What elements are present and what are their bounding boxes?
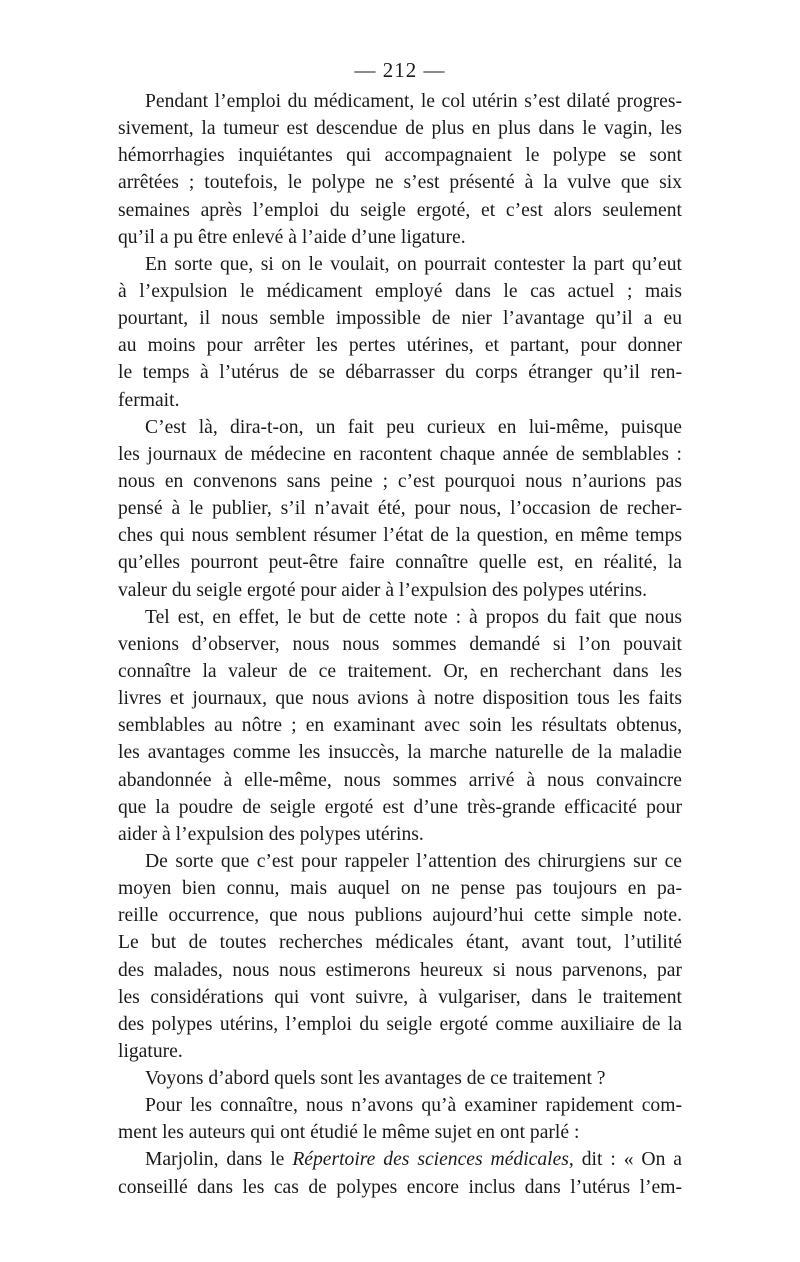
text-line: aider à l’expulsion des polypes utérins. — [118, 823, 424, 845]
text-line: nous en convenons sans peine ; c’est pourquoi nous n’aurions pas — [118, 470, 682, 492]
text-line: Voyons d’abord quels sont les avantages de ce traitement ? — [145, 1068, 606, 1090]
text-line: des malades, nous nous estimerons heureux si nous parvenons, par — [118, 959, 682, 981]
text-line: les considérations qui vont suivre, à vulgariser, dans le traitement — [118, 986, 682, 1008]
text-line: les journaux de médecine en racontent chaque année de semblables : — [118, 443, 682, 465]
text-line: fermait. — [118, 389, 180, 411]
text-line: ligature. — [118, 1040, 183, 1062]
text-line: C’est là, dira-t-on, un fait peu curieux en lui-même, puisque — [145, 416, 682, 438]
text-line: En sorte que, si on le voulait, on pourrait contester la part qu’eut — [145, 253, 682, 275]
text-line: ches qui nous semblent résumer l’état de la question, en même temps — [118, 525, 682, 547]
text-line: semaines après l’emploi du seigle ergoté, et c’est alors seulement — [118, 199, 682, 221]
text-line: Pour les connaître, nous n’avons qu’à examiner rapidement com- — [145, 1095, 682, 1117]
text-line: abandonnée à elle-même, nous sommes arrivé à nous convaincre — [118, 769, 682, 791]
text-line: pourtant, il nous semble impossible de nier l’avantage qu’il a eu — [118, 308, 682, 330]
text-line: livres et journaux, que nous avions à notre disposition tous les faits — [118, 688, 682, 710]
text-line: que la poudre de seigle ergoté est d’une très-grande efficacité pour — [118, 796, 682, 818]
text-line: pensé à le publier, s’il n’avait été, pour nous, l’occasion de recher- — [118, 498, 682, 520]
text-line: arrêtées ; toutefois, le polype ne s’est présenté à la vulve que six — [118, 172, 682, 194]
text-line-final: conseillé dans les cas de polypes encore inclus dans l’utérus l’em- — [118, 1176, 682, 1198]
body-text — [118, 88, 682, 1201]
text-line: ment les auteurs qui ont étudié le même sujet en ont parlé : — [118, 1122, 580, 1144]
text-line: sivement, la tumeur est descendue de plus en plus dans le vagin, les — [118, 118, 682, 140]
text-line: connaître la valeur de ce traitement. Or, en recherchant dans les — [118, 660, 682, 682]
text-line: qu’il a pu être enlevé à l’aide d’une ligature. — [118, 226, 466, 248]
text-line: reille occurrence, que nous publions aujourd’hui cette simple note. — [118, 905, 682, 927]
marjolin-title-italic: Répertoire des sciences médicales — [292, 1149, 569, 1171]
text-line: valeur du seigle ergoté pour aider à l’expulsion des polypes utérins. — [118, 579, 648, 601]
marjolin-after: , dit : « On a — [568, 1149, 682, 1171]
text-line: venions d’observer, nous nous sommes demandé si l’on pouvait — [118, 633, 682, 655]
page-number: — 212 — — [354, 58, 446, 82]
text-line: des polypes utérins, l’emploi du seigle ergoté comme auxiliaire de la — [118, 1013, 682, 1035]
text-line: Pendant l’emploi du médicament, le col utérin s’est dilaté progres- — [145, 91, 682, 112]
text-line: moyen bien connu, mais auquel on ne pense pas toujours en pa- — [118, 878, 682, 900]
text-line: le temps à l’utérus de se débarrasser du corps étranger qu’il ren- — [118, 362, 682, 384]
text-line: qu’elles pourront peut-être faire connaître quelle est, en réalité, la — [118, 552, 682, 574]
text-line: les avantages comme les insuccès, la marche naturelle de la maladie — [118, 742, 682, 764]
text-line: Tel est, en effet, le but de cette note : à propos du fait que nous — [145, 606, 682, 628]
marjolin-before: Marjolin, dans le — [145, 1149, 293, 1171]
text-line: Le but de toutes recherches médicales étant, avant tout, l’utilité — [118, 932, 682, 954]
text-line: au moins pour arrêter les pertes utérines, et partant, pour donner — [118, 335, 682, 357]
text-line: hémorrhagies inquiétantes qui accompagnaient le polype se sont — [118, 145, 682, 167]
text-lines — [118, 88, 682, 1146]
text-line: à l’expulsion le médicament employé dans le cas actuel ; mais — [118, 280, 682, 302]
text-line: semblables au nôtre ; en examinant avec soin les résultats obtenus, — [118, 715, 682, 737]
text-line-marjolin — [118, 1146, 682, 1173]
text-line: De sorte que c’est pour rappeler l’attention des chirurgiens sur ce — [145, 850, 682, 872]
